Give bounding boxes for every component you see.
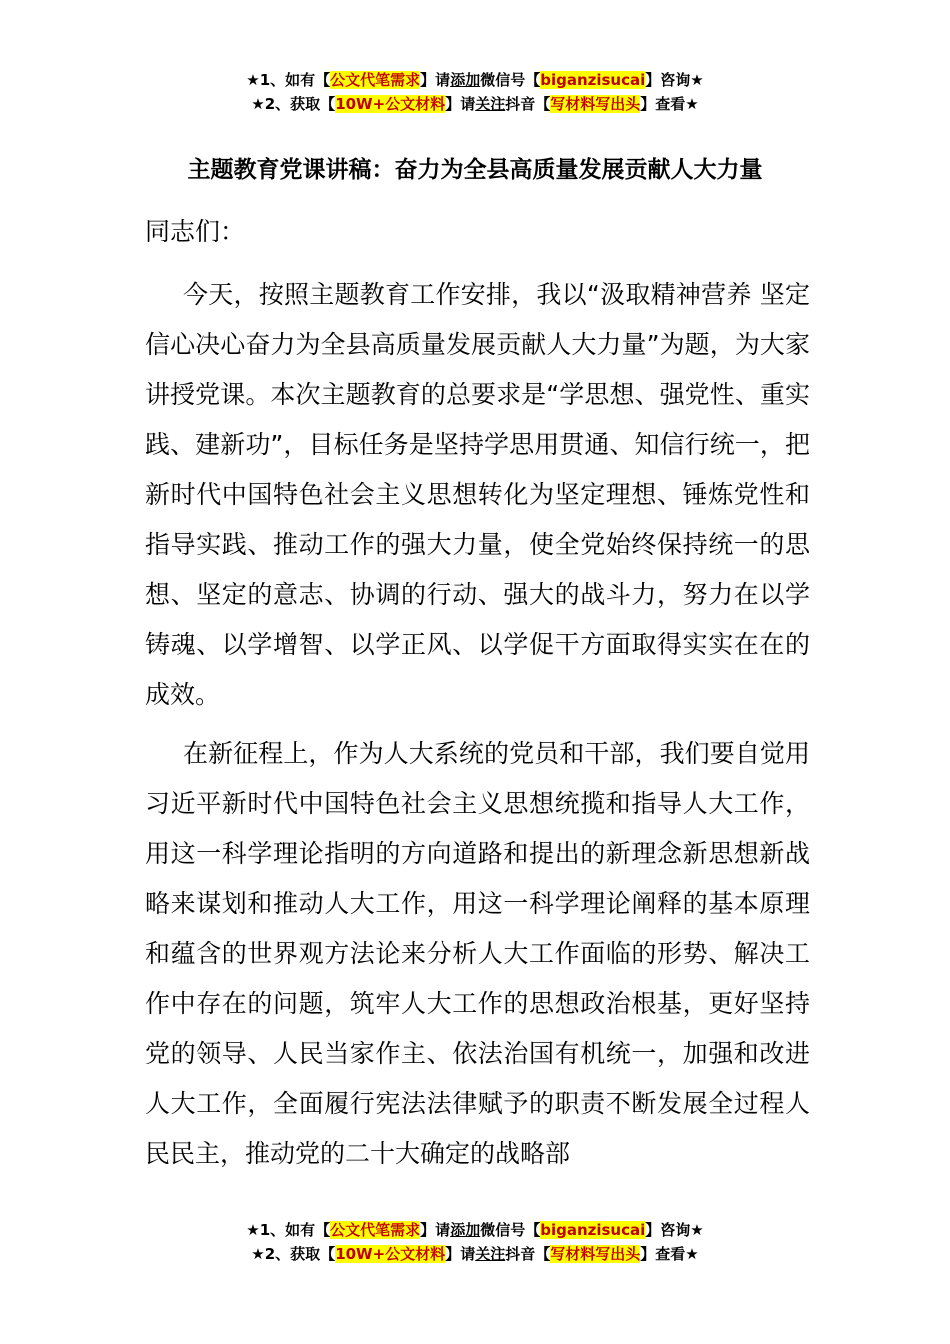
- banner-line-2: [0, 1242, 950, 1266]
- banner-underline: 添加: [450, 1221, 481, 1239]
- banner-text: 微信号【: [480, 1221, 541, 1239]
- banner-text: ★1、如有【: [246, 71, 331, 89]
- banner-text: 】请: [420, 1221, 451, 1239]
- banner-text: ★2、获取【: [251, 95, 336, 113]
- banner-highlight: 写材料写出头: [550, 1245, 641, 1263]
- banner-text: 】查看★: [640, 95, 699, 113]
- banner-text: 抖音【: [505, 95, 551, 113]
- banner-underline: 关注: [475, 95, 506, 113]
- banner-highlight: biganzisucai: [540, 71, 646, 89]
- paragraph-2: 在新征程上，作为人大系统的党员和干部，我们要自觉用习近平新时代中国特色社会主义思想统揽和指导人大工作，用这一科学理论指明的方向道路和提出的新理念新思想新战略来谋划和推动人大工作，用这一科学理论阐释的基本原理和蕴含的世界观方法论来分析人大工作面临的形势、解决工作中存在的问题，筑牢人大工作的思想政治根基，更好坚持党的领导、人民当家作主、依法治国有机统一，加强和改进人大工作，全面履行宪法法律赋予的职责不断发展全过程人民民主，推动党的二十大确定的战略部: [145, 739, 810, 1168]
- banner-text: ★2、获取【: [251, 1245, 336, 1263]
- banner-line-1: [0, 68, 950, 92]
- banner-highlight: 写材料写出头: [550, 95, 641, 113]
- salutation: 同志们：: [145, 217, 246, 246]
- top-banner: [0, 68, 950, 116]
- document-title: 主题教育党课讲稿：奋力为全县高质量发展贡献人大力量: [187, 157, 763, 183]
- banner-highlight: 公文代笔需求: [330, 1221, 421, 1239]
- banner-line-1: [0, 1218, 950, 1242]
- bottom-banner: [0, 1218, 950, 1266]
- banner-text: 抖音【: [505, 1245, 551, 1263]
- banner-highlight: 公文代笔需求: [330, 71, 421, 89]
- banner-text: 】咨询★: [645, 1221, 704, 1239]
- banner-highlight: biganzisucai: [540, 1221, 646, 1239]
- banner-text: 】查看★: [640, 1245, 699, 1263]
- banner-text: 】咨询★: [645, 71, 704, 89]
- banner-underline: 关注: [475, 1245, 506, 1263]
- banner-underline: 添加: [450, 71, 481, 89]
- banner-text: 】请: [445, 1245, 476, 1263]
- paragraph-1: 今天，按照主题教育工作安排，我以“汲取精神营养 坚定信心决心奋力为全县高质量发展贡献人大力量”为题，为大家讲授党课。本次主题教育的总要求是“学思想、强党性、重实践、建新功”，目标任务是坚持学思用贯通、知信行统一，把新时代中国特色社会主义思想转化为坚定理想、锤炼党性和指导实践、推动工作的强大力量，使全党始终保持统一的思想、坚定的意志、协调的行动、强大的战斗力，努力在以学铸魂、以学增智、以学正风、以学促干方面取得实实在在的成效。: [145, 280, 810, 709]
- banner-line-2: [0, 92, 950, 116]
- banner-text: 微信号【: [480, 71, 541, 89]
- banner-highlight: 10W+公文材料: [335, 1245, 446, 1263]
- banner-text: ★1、如有【: [246, 1221, 331, 1239]
- banner-highlight: 10W+公文材料: [335, 95, 446, 113]
- banner-text: 】请: [420, 71, 451, 89]
- banner-text: 】请: [445, 95, 476, 113]
